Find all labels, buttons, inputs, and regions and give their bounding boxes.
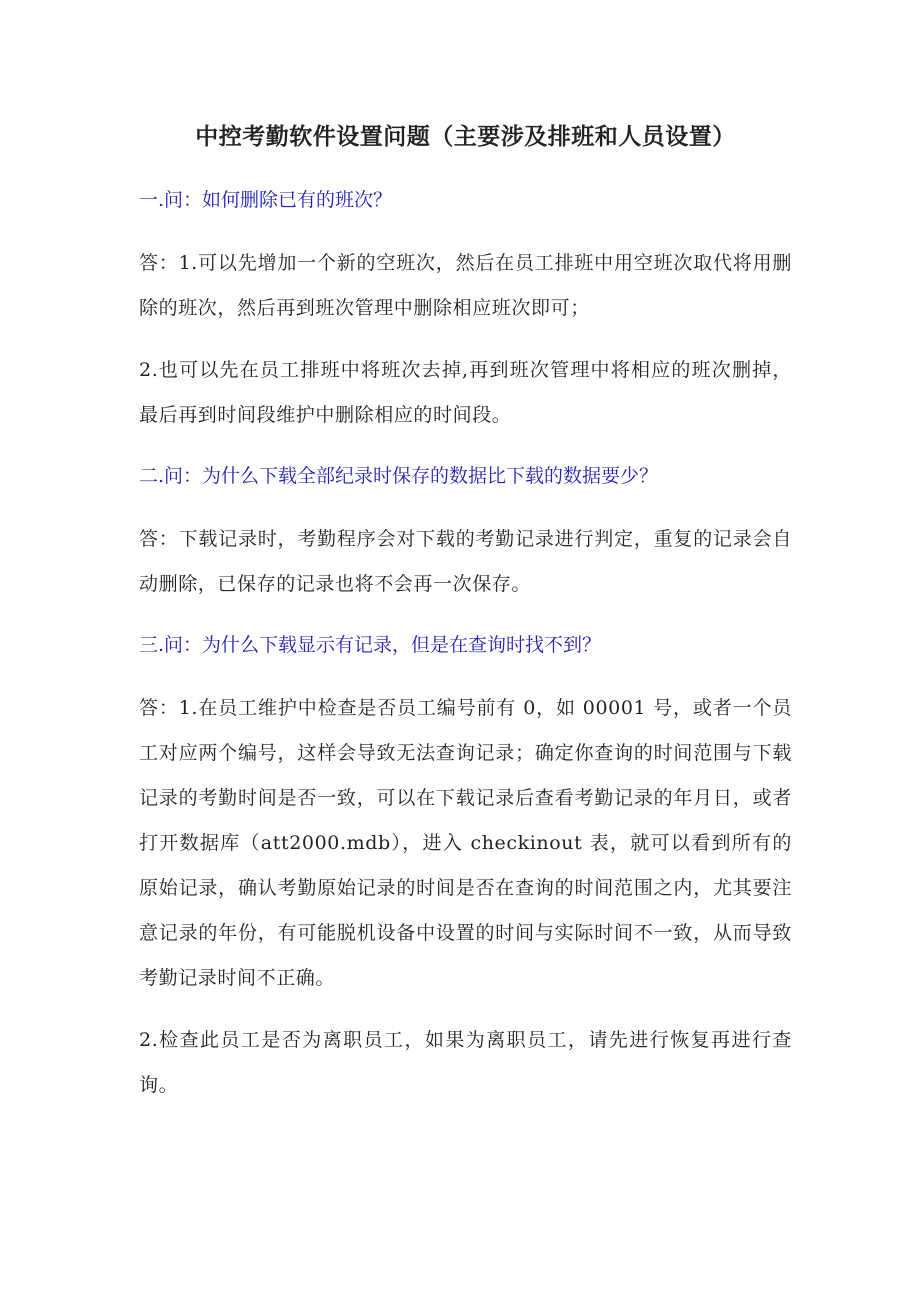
answer-2-paragraph-1: 答：下载记录时，考勤程序会对下载的考勤记录进行判定，重复的记录会自动删除，已保存的记录也将不会再一次保存。 [139,528,792,595]
answer-1-paragraph-1: 答：1.可以先增加一个新的空班次，然后在员工排班中用空班次取代将用删除的班次，然后再到班次管理中删除相应班次即可； [139,252,792,319]
answer-1-paragraph-2: 2.也可以先在员工排班中将班次去掉,再到班次管理中将相应的班次删掉，最后再到时间段维护中删除相应的时间段。 [139,359,792,426]
document-title: 中控考勤软件设置问题（主要涉及排班和人员设置） [195,123,736,150]
qa-section-1 [139,179,792,438]
question-2: 二.问：为什么下载全部纪录时保存的数据比下载的数据要少？ [139,465,659,487]
answer-3-paragraph-1: 答：1.在员工维护中检查是否员工编号前有 0，如 00001 号，或者一个员工对应两个编号，这样会导致无法查询记录；确定你查询的时间范围与下载记录的考勤时间是否一致，可以在下载记录后查看考勤记录的年月日，或者打开数据库（att2000.mdb），进入 checkinout 表，就可以看到所有的原始记录，确认考勤原始记录的时间是否在查询的时间范围之内，尤其要注意记录的年份，有可能脱机设备中设置的时间与实际时间不一致，从而导致考勤记录时间不正确。 [139,697,792,989]
qa-section-3 [139,624,792,1108]
qa-section-2 [139,455,792,607]
answer-3-paragraph-2: 2.检查此员工是否为离职员工，如果为离职员工，请先进行恢复再进行查询。 [139,1029,792,1096]
question-3: 三.问：为什么下载显示有记录，但是在查询时找不到？ [139,634,602,656]
question-1: 一.问：如何删除已有的班次？ [139,189,393,211]
